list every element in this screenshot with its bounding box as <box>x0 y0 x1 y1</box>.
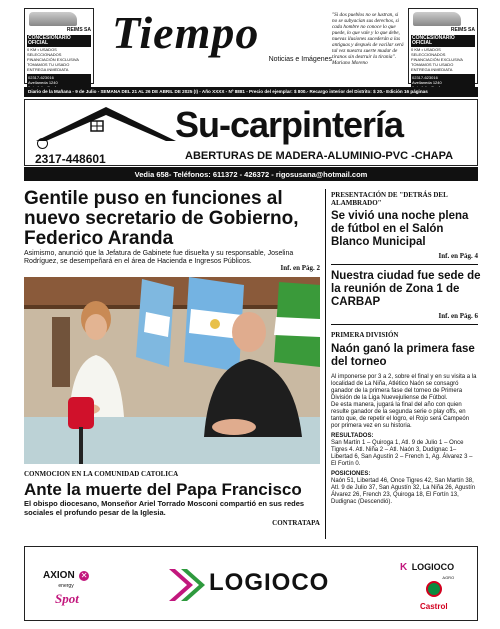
logioco-small-text: LOGIOCO <box>411 562 455 572</box>
dealer-item: TOMAMOS TU USADO <box>27 62 70 67</box>
papa-kicker: CONMOCION EN LA COMUNIDAD CATOLICA <box>24 470 179 478</box>
castrol-emblem-icon <box>426 581 442 597</box>
side1-headline[interactable]: Se vivió una noche plena de fútbol en el Salón Blanco Municipal <box>331 210 469 248</box>
side2-headline[interactable]: Nuestra ciudad fue sede de la reunión de Zona 1 de CARBAP <box>331 270 481 308</box>
side3-body <box>331 374 479 506</box>
positions-label: POSICIONES: <box>331 471 371 477</box>
carpinteria-contact-bar: Vedia 658- Teléfonos: 611372 - 426372 - rigosusana@hotmail.com <box>24 167 478 181</box>
dealer-title: CONCESIONARIO OFICIAL <box>27 35 91 47</box>
dealer-phone: 02317-623016 <box>28 75 54 80</box>
castrol-text: Castrol <box>420 602 448 611</box>
side-divider <box>331 264 478 265</box>
logioco-small-k-icon: K <box>400 562 408 573</box>
dealer-list <box>411 47 475 72</box>
car-image <box>413 12 461 26</box>
side-divider <box>331 324 478 325</box>
house-roof-icon <box>31 103 181 145</box>
main-headline[interactable]: Gentile puso en funciones al nuevo secretario de Gobierno, Federico Aranda <box>24 188 299 249</box>
axion-text: AXION <box>43 570 75 581</box>
logioco-k-icon <box>167 565 207 605</box>
castrol-logo <box>420 581 448 611</box>
dealer-item: FINANCIACIÓN EXCLUSIVA <box>27 57 79 62</box>
main-lede: Asimismo, anunció que la Jefatura de Gabinete fue disuelta y su responsable, Joselina Rodríguez, se desempeñará en el área de Hacienda e Ingresos Públicos. <box>24 250 294 265</box>
dealer-item: 0 KM • USADOS SELECCIONADOS <box>411 47 446 57</box>
side1-kicker: PRESENTACIÓN DE "DETRÁS DEL ALAMBRADO" <box>331 191 448 207</box>
dealer-item: TOMAMOS TU USADO <box>411 62 454 67</box>
side3-kicker: PRIMERA DIVISIÓN <box>331 331 399 339</box>
positions-text: Naón 51, Libertad 46, Once Tigres 42, San Martín 38, Atl. 9 de Julio 37, San Agustín 32, La Niña 26, Agustín Álvarez 26, French 23, Quiroga 18, El Fortín 13, Dudignac (Descendió). <box>331 478 476 505</box>
logioco-agro-logo <box>400 557 454 580</box>
dealer-item: FINANCIACIÓN EXCLUSIVA <box>411 57 463 62</box>
results-text: San Martín 1 – Quiroga 1, Atl. 9 de Julio 1 – Once Tigres 4. Atl. Niña 2 – Atl. Naón 3, Dudignac 1– Libertad 6, San Agustín 2 – French 1, Ag. Álvarez 3 – El Fortín 0. <box>331 440 473 467</box>
photo-illustration <box>24 277 320 464</box>
main-page-ref[interactable]: Inf. en Pág. 2 <box>280 264 320 272</box>
side3-paragraph: De esta manera, jugará la final del año con quien resulte ganador de la segunda serie o play offs, en tanto que, de repetir el logro, el Rojo será Campeón por primera vez en su historia. <box>331 402 470 429</box>
axion-x-icon: ✕ <box>80 571 88 580</box>
dealer-list <box>27 47 91 72</box>
dealer-item: 0 KM • USADOS SELECCIONADOS <box>27 47 62 57</box>
column-divider <box>325 189 326 539</box>
dealer-brand: REIMS SA <box>450 27 475 33</box>
dealer-title: CONCESIONARIO OFICIAL <box>411 35 475 47</box>
car-image <box>29 12 77 26</box>
spot-logo: Spot <box>55 591 79 606</box>
side3-paragraph: Al imponerse por 3 a 2, sobre el final y en su visita a la localidad de La Niña, Atlético Naón se consagró ganador de la primera fase del torneo de Primera División de la Liga Nuevejuliense de Fútbol. <box>331 374 477 401</box>
logioco-ad[interactable] <box>24 546 478 621</box>
logioco-agro-text: AGRO <box>442 575 455 580</box>
dealer-address: Avellaneda 1240 <box>412 80 442 85</box>
newspaper-logo: Tiempo <box>112 7 260 58</box>
dealer-item: ENTREGA INMEDIATA <box>411 67 453 72</box>
masthead <box>112 7 332 63</box>
main-photo <box>24 277 320 464</box>
carpinteria-subtitle: ABERTURAS DE MADERA-ALUMINIO-PVC -CHAPA <box>185 150 454 162</box>
whatsapp-icon <box>37 138 48 149</box>
dealer-ad-left[interactable] <box>24 8 94 84</box>
carpinteria-phone: 2317-448601 <box>35 152 106 166</box>
dealer-brand: REIMS SA <box>66 27 91 33</box>
edition-info-bar: Diario de la Mañana - 9 de Julio - SEMANA DEL 21 AL 26 DE ABRIL DE 2025 (I) - Año XXXX - Nº 8881 - Precio del ejemplar: $ 800.- Recargo interior del Distrito: $ 20.- Edición 16 páginas <box>24 87 478 97</box>
dealer-item: ENTREGA INMEDIATA <box>27 67 69 72</box>
dealer-phone: 02317-623016 <box>412 75 438 80</box>
carpinteria-title: Su-carpintería <box>175 104 404 145</box>
moreno-quote: "Si dos pueblos no se lustran, si no se subyacían sus derechos, si cada hombre no conoce lo que puede, lo que vale y lo que debe, nuevas ilusiones sucederán a las antiguas y después de vacilar será tal vez nuestra suerte mudar de tiranos sin destruir la tiranía". Mariano Moreno <box>332 12 404 66</box>
side1-page-ref[interactable]: Inf. en Pág. 4 <box>438 252 478 260</box>
side2-page-ref[interactable]: Inf. en Pág. 6 <box>438 312 478 320</box>
axion-sub: energy <box>58 583 74 589</box>
papa-page-ref[interactable]: CONTRATAPA <box>272 519 320 527</box>
papa-lede: El obispo diocesano, Monseñor Ariel Torrado Mosconi compartió en sus redes sociales el profundo pesar de la Iglesia. <box>24 499 305 517</box>
dealer-address: Avellaneda 1240 <box>28 80 58 85</box>
axion-logo <box>43 565 89 589</box>
dealer-ad-right[interactable] <box>408 8 478 84</box>
results-label: RESULTADOS: <box>331 433 374 439</box>
carpinteria-ad[interactable] <box>24 99 478 166</box>
logo-subtitle: Noticias e Imágenes <box>268 56 332 63</box>
logioco-wordmark: LOGIOCO <box>209 569 330 596</box>
side3-headline[interactable]: Naón ganó la primera fase del torneo <box>331 343 475 368</box>
papa-headline[interactable]: Ante la muerte del Papa Francisco <box>24 480 302 499</box>
